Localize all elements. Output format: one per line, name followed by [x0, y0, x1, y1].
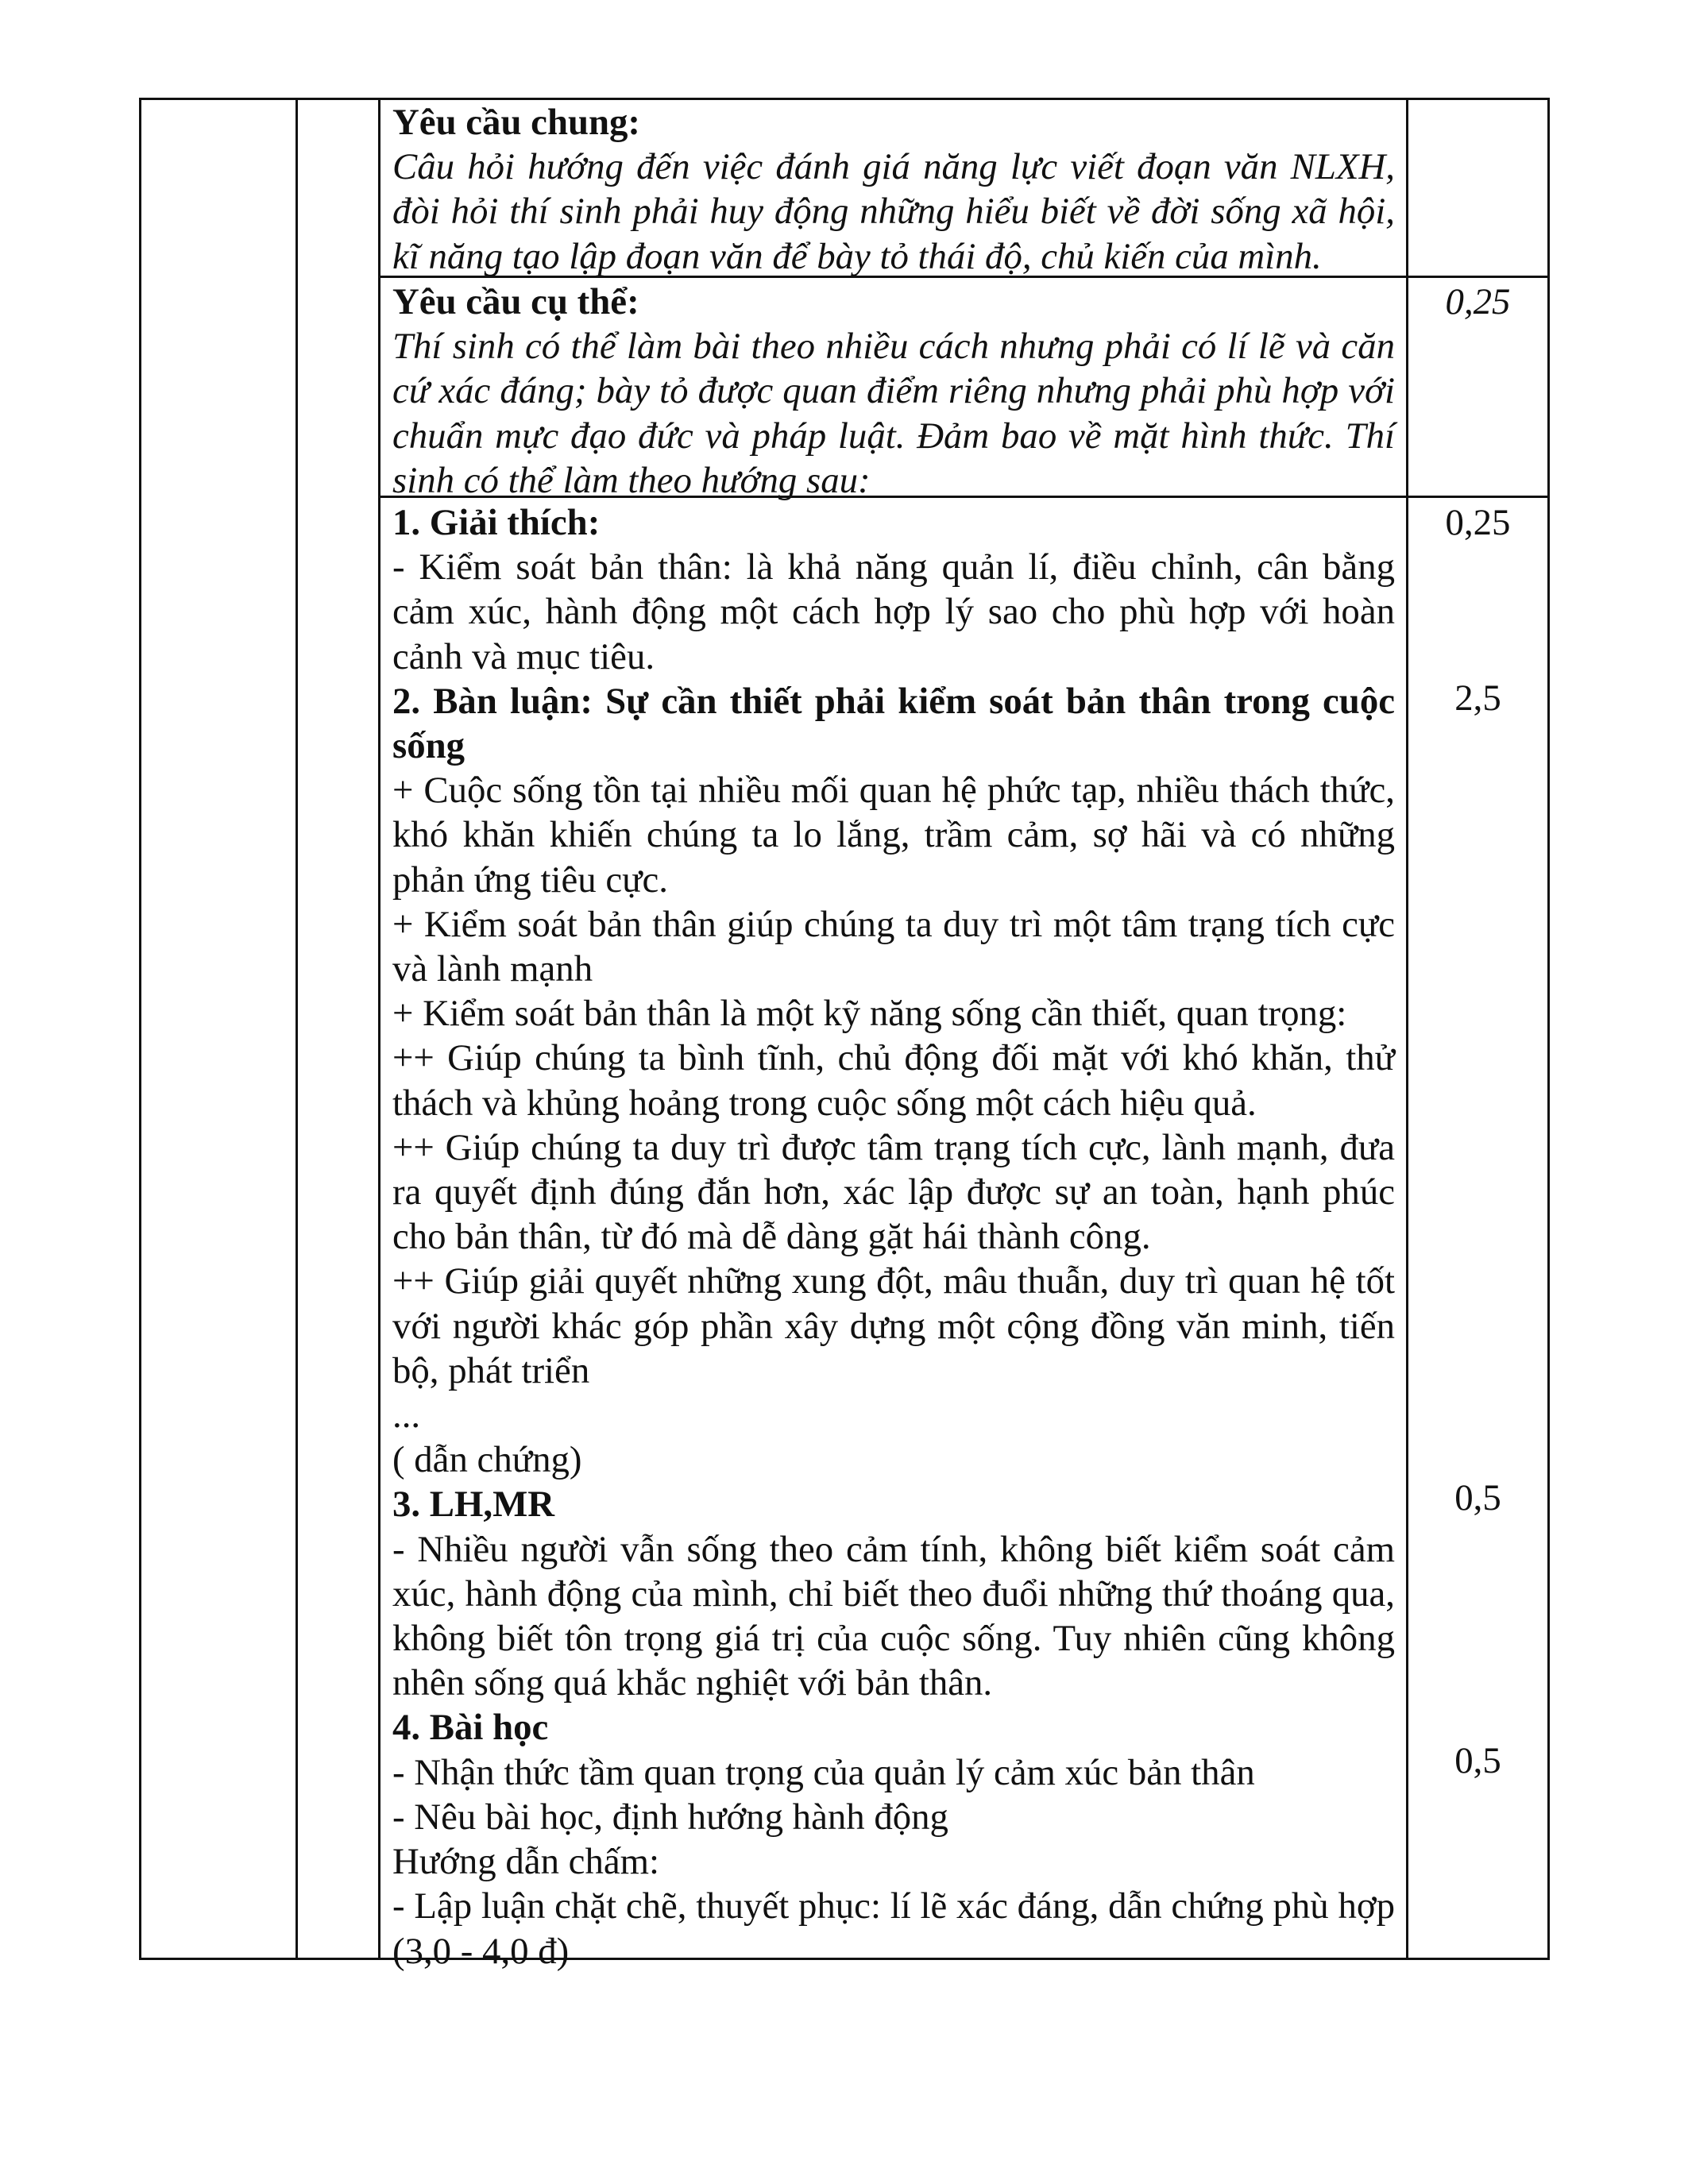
section-discussion-score: 2,5 [1454, 677, 1501, 719]
table-divider [378, 98, 380, 1960]
section-lesson-line: - Nêu bài học, định hướng hành động [392, 1796, 948, 1838]
section-explain-score: 0,25 [1445, 502, 1511, 543]
section-discussion-title: 2. Bàn luận: Sự cần thiết phải kiểm soát bản thân trong cuộc sống [392, 680, 1395, 767]
section-discussion-line: + Kiểm soát bản thân là một kỹ năng sống cần thiết, quan trọng: [392, 993, 1347, 1035]
specific-requirements-cell [392, 280, 1395, 503]
table-divider [295, 98, 298, 1960]
section-discussion-line: ... [392, 1395, 421, 1437]
section-lesson-line: - Nhận thức tầm quan trọng của quản lý cảm xúc bản thân [392, 1751, 1255, 1793]
section-discussion-line: ( dẫn chứng) [392, 1439, 582, 1481]
section-extension-score: 0,5 [1454, 1477, 1501, 1518]
section-discussion-line: + Kiểm soát bản thân giúp chúng ta duy trì một tâm trạng tích cực và lành mạnh [392, 903, 1395, 990]
specific-requirements-score: 0,25 [1445, 281, 1511, 322]
section-discussion-line: ++ Giúp giải quyết những xung đột, mâu thuẫn, duy trì quan hệ tốt với người khác góp phần xây dựng một cộng đồng văn minh, tiến bộ, phát triển [392, 1260, 1395, 1391]
section-lesson-line: - Lập luận chặt chẽ, thuyết phục: lí lẽ xác đáng, dẫn chứng phù hợp (3,0 - 4,0 đ) [392, 1885, 1395, 1972]
section-extension-line: - Nhiều người vẫn sống theo cảm tính, không biết kiểm soát cảm xúc, hành động của mình, chỉ biết theo đuổi những thứ thoáng qua, không biết tôn trọng giá trị của cuộc sống. Tuy nhiên cũng không nhên sống quá khắc nghiệt với bản thân. [392, 1528, 1395, 1704]
section-lesson-line: Hướng dẫn chấm: [392, 1841, 660, 1883]
section-discussion-line: ++ Giúp chúng ta duy trì được tâm trạng tích cực, lành mạnh, đưa ra quyết định đúng đắn hơn, xác lập được sự an toàn, hạnh phúc cho bản thân, từ đó mà dễ dàng gặt hái thành công. [392, 1126, 1395, 1258]
section-discussion-line: ++ Giúp chúng ta bình tĩnh, chủ động đối mặt với khó khăn, thử thách và khủng hoảng trong cuộc sống một cách hiệu quả. [392, 1037, 1395, 1124]
general-requirements-title: Yêu cầu chung: [392, 102, 641, 143]
section-extension-title: 3. LH,MR [392, 1484, 555, 1526]
general-requirements-text: Câu hỏi hướng đến việc đánh giá năng lực viết đoạn văn NLXH, đòi hỏi thí sinh phải huy động những hiểu biết về đời sống xã hội, kĩ năng tạo lập đoạn văn để bày tỏ thái độ, chủ kiến của mình. [392, 146, 1395, 277]
table-divider [1406, 98, 1408, 1960]
answer-guide-cell [392, 500, 1395, 1974]
section-explain-title: 1. Giải thích: [392, 502, 601, 543]
section-explain-line: - Kiểm soát bản thân: là khả năng quản lí, điều chỉnh, cân bằng cảm xúc, hành động một cách hợp lý sao cho phù hợp với hoàn cảnh và mục tiêu. [392, 546, 1395, 677]
section-lesson-title: 4. Bài học [392, 1707, 549, 1749]
general-requirements-cell [392, 100, 1395, 279]
section-discussion-line: + Cuộc sống tồn tại nhiều mối quan hệ phức tạp, nhiều thách thức, khó khăn khiến chúng ta lo lắng, trầm cảm, sợ hãi và có những phản ứng tiêu cực. [392, 770, 1395, 901]
specific-requirements-title: Yêu cầu cụ thể: [392, 281, 639, 322]
specific-requirements-text: Thí sinh có thể làm bài theo nhiều cách nhưng phải có lí lẽ và căn cứ xác đáng; bày tỏ được quan điểm riêng nhưng phải phù hợp với chuẩn mực đạo đức và pháp luật. Đảm bao về mặt hình thức. Thí sinh có thể làm theo hướng sau: [392, 326, 1395, 501]
section-lesson-score: 0,5 [1454, 1740, 1501, 1781]
